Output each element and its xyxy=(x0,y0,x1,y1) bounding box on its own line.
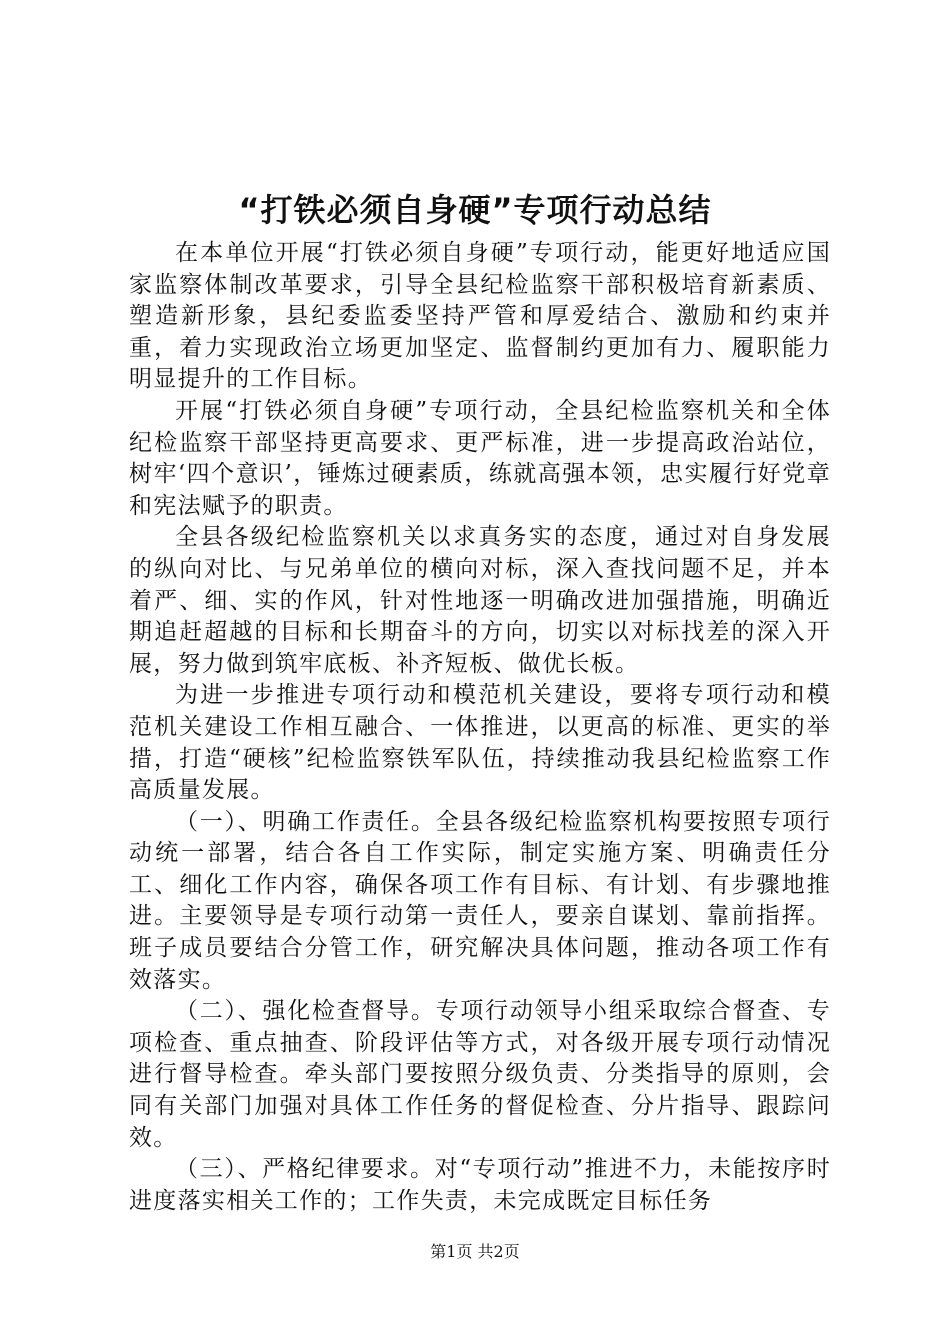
paragraph: （二）、强化检查督导。专项行动领导小组采取综合督查、专项检查、重点抽查、阶段评估等方式，对各级开展专项行动情况进行督导检查。牵头部门要按照分级负责、分类指导的原则，会同有关部门加强对具体工作任务的督促检查、分片指导、跟踪问效。 xyxy=(129,998,831,1151)
document-body xyxy=(129,238,831,1217)
paragraph: 开展“打铁必须自身硬”专项行动，全县纪检监察机关和全体纪检监察干部坚持更高要求、更严标准，进一步提高政治站位，树牢‘四个意识’，锤炼过硬素质，练就高强本领，忠实履行好党章和宪法赋予的职责。 xyxy=(129,397,831,519)
paragraph: （一）、明确工作责任。全县各级纪检监察机构要按照专项行动统一部署，结合各自工作实际，制定实施方案、明确责任分工、细化工作内容，确保各项工作有目标、有计划、有步骤地推进。主要领导是专项行动第一责任人，要亲自谋划、靠前指挥。班子成员要结合分管工作，研究解决具体问题，推动各项工作有效落实。 xyxy=(129,808,831,993)
page-footer: 第1页 共2页 xyxy=(430,1242,520,1261)
paragraph: 为进一步推进专项行动和模范机关建设，要将专项行动和模范机关建设工作相互融合、一体推进，以更高的标准、更实的举措，打造“硬核”纪检监察铁军队伍，持续推动我县纪检监察工作高质量发展。 xyxy=(129,682,831,804)
paragraph: 全县各级纪检监察机关以求真务实的态度，通过对自身发展的纵向对比、与兄弟单位的横向对标，深入查找问题不足，并本着严、细、实的作风，针对性地逐一明确改进加强措施，明确近期追赶超越的目标和长期奋斗的方向，切实以对标找差的深入开展，努力做到筑牢底板、补齐短板、做优长板。 xyxy=(129,524,831,677)
paragraph: 在本单位开展“打铁必须自身硬”专项行动，能更好地适应国家监察体制改革要求，引导全县纪检监察干部积极培育新素质、塑造新形象，县纪委监委坚持严管和厚爱结合、激励和约束并重，着力实现政治立场更加坚定、监督制约更加有力、履职能力明显提升的工作目标。 xyxy=(129,240,831,393)
paragraph: （三）、严格纪律要求。对“专项行动”推进不力，未能按序时进度落实相关工作的；工作失责，未完成既定目标任务 xyxy=(129,1156,831,1214)
document-title: “打铁必须自身硬”专项行动总结 xyxy=(238,191,712,229)
